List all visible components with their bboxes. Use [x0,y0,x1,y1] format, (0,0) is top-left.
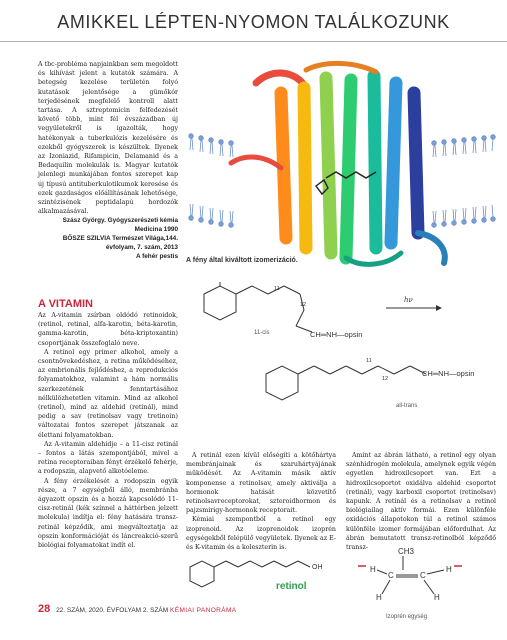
cis-structure [204,282,312,332]
retinol-label: retinol [276,581,307,592]
trans-opsin-group: CH═NH—opsin [422,369,475,378]
body-paragraph: Az A-vitamin aldehidje – a 11-cisz retinál – fontos a látás szempontjából, mivel a retina receptoraiban fényt érzékelő fehérje, a rodopszin, alapvető alkotóeleme. [38,440,178,476]
vitamin-a-column [38,311,178,550]
page-title: AMIKKEL LÉPTEN-NYOMON TALÁLKOZUNK [57,12,450,32]
light-label: hν [404,296,413,304]
protein-caption: A fény által kiváltott izomerizáció. [186,257,298,264]
cis-label: 11-cis [254,330,270,336]
carbon-label: C [420,571,426,580]
methyl-label: CH3 [398,547,415,556]
rhodopsin-illustration [186,58,496,273]
carbon-label: C [388,571,394,580]
credit-line: Szász György. Gyógyszerészeti kémia [62,217,178,225]
page-header [0,0,507,42]
body-paragraph: Kémiai szempontból a retinol egy izoprenoid. Az izoprenoidok izoprén egységekből felépülő vegyületek. Ilyenek az E- és K-vitamin és a koleszterin is. [186,516,336,552]
intro-paragraph: A tbc-probléma napjainkban sem megoldott és kihívást jelent a kutatók számára. A betegség kezelése területén folyó kutatások jelentősége a gümőkór terjedésének megfelelő kontroll alatt tartása. A sztreptomicin felfedezését követő több, mint fél évszázadban új vegyületekről is igazolták, hogy hatékonyak a tuberkulózis kezelésére és ezekből gyógyszerek is készültek. Ilyenek az Izoniazid, Rifampicin, Delamanid és a Bedaquilin molekulák is. Magyar kutatók jelenlegi munkájában fontos szerepet kap új típusú antituberkulotikumok keresése és ezek gazdaságos előállításának lehetősége, szintézisének peptidalapú hordozók alkalmazásával. [38,61,178,216]
isoprene-structure [346,542,496,624]
magazine-name: KÉMIAI PANORÁMA [169,607,237,614]
retinal-isomerization-diagram [186,282,496,442]
carbon-11-label: 11 [274,286,280,292]
hydrogen-label: H [376,593,382,602]
body-paragraph: Az A-vitamin zsírban oldódó retinoidok, (retinol, retinal, alfa-karotin, béta-karotin, gamma-karotin, béta-kriptoxantin) csoportjának összefoglaló neve. [38,312,178,347]
intro-column [38,60,178,261]
hydrogen-label: H [446,565,452,574]
issue-info: 22. SZÁM, 2020. ÉVFOLYAM 2. SZÁM [56,607,169,614]
page-number: 28 [38,603,51,615]
credit-line: évfolyam, 7. szám, 2013 [105,244,178,252]
middle-column [186,451,336,552]
page-footer [38,603,237,615]
arrow-head [436,305,442,311]
retinol-structure [186,551,336,595]
membrane-top [189,134,496,157]
credit-line: Medicina 1990 [134,226,178,234]
body-paragraph: A retinál ezen kívül előségíti a kötőhártya membránjainak és szaruhártyájának működését. Az A-vitamin másik aktív komponense a retinolsav, amely aktiválja a hormonok hatását közvetítő retinolsavreceptorokat, szteroidhormon és pajzsmirigy-hormonok receptorait. [186,452,336,515]
credit-line: A fehér pestis [135,253,178,261]
credit-line: BŐSZE SZILVIA Természet Világa,144. [62,235,178,243]
section-title: A VITAMIN [38,298,93,310]
hydrogen-label: H [370,565,376,574]
isoprene-caption: Izoprén egység [386,614,428,620]
trans-structure [266,366,426,400]
trans-label: all-trans [396,403,418,409]
cis-opsin-group: CH═NH—opsin [310,330,363,339]
carbon-11b-label: 11 [366,358,372,364]
body-paragraph: A retinol egy primer alkohol, amely a csontnövekedéshez, a retina működéséhez, az embrionális fejlődéshez, a reprodukciós folyamatokhoz, valamint a hám normális szerkezetének fenntartásához nélkülözhetetlen vitamin. Mind az alkohol (retinol), mind az aldehid (retinál), mind pedig a sav (retinolsav vagy tretinoin) változatai fontos szerepet játszanak az élettani folyamatokban. [38,348,178,439]
body-paragraph: Amint az ábrán látható, a retinol egy olyan szénhidrogén molekula, amelynek egyik végén egyetlen hidroxilcsoport van. Ezt a hidroxilcsoportot oxidálva aldehid csoportot (retinál), vagy karboxil csoportot (retinolsav) kapunk. A retinál és a retinolsav a retinol biológiailag aktív formái. Ezen különféle oxidációs állapotokon túl a retinol számos különféle izomer formájában előfordulhat. Az ábrán bemutatott transz-retinolból képződő transz- [346,452,496,552]
body-paragraph: A fény érzékelését a rodopszin egyik része, a 7 egységből álló, membránba ágyazott opszin és a hozzá kapcsolódó 11-cisz-retinál (kék színnel a háttérben jelzett molekula) indítja el: fény hatására transz-retinál képződik, ami megváltoztatja az opszin konformációját és láncreakció-szerű biológiai folyamatokat indít el. [38,477,178,550]
carbon-12b-label: 12 [382,376,389,382]
hydroxyl-label: OH [312,564,323,571]
protein-helices [231,63,445,264]
right-column [346,451,496,552]
hydrogen-label: H [434,593,440,602]
carbon-12-label: 12 [300,302,307,308]
